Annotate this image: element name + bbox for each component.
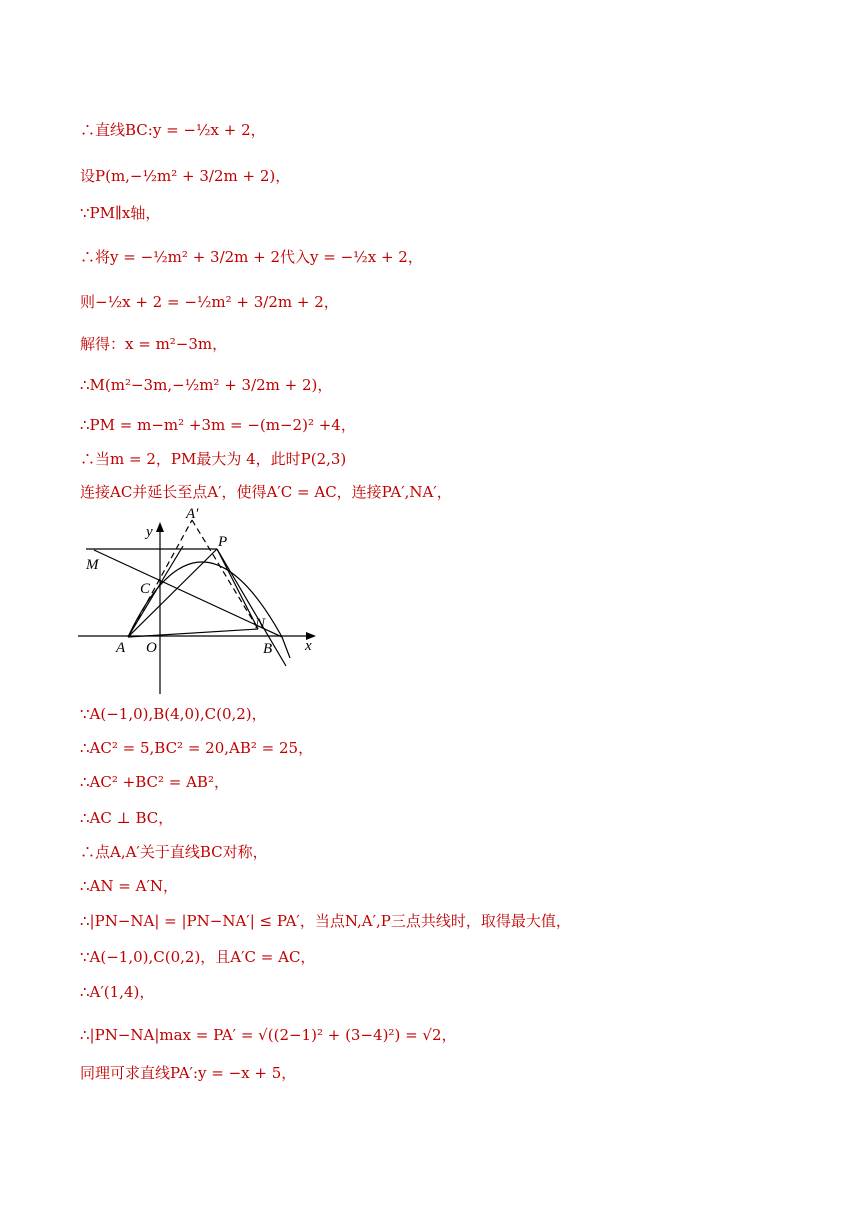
label-O: O [146, 640, 157, 656]
text-line-4: ∴将y = −½m² + 3/2m + 2代入y = −½x + 2， [80, 248, 423, 266]
text-line-16: ∴AN = A′N， [80, 877, 178, 895]
text-line-9: ∴当m = 2，PM最大为 4，此时P(2,3) [80, 450, 347, 468]
text-line-8: ∴PM = m−m² +3m = −(m−2)² +4， [80, 416, 356, 434]
text-line-6: 解得：x = m²−3m， [80, 335, 228, 353]
text-line-21: 同理可求直线PA′:y = −x + 5， [80, 1064, 297, 1082]
text-line-14: ∴AC ⊥ BC， [80, 809, 174, 827]
text-line-1: ∴直线BC:y = −½x + 2， [80, 121, 266, 139]
label-M: M [86, 557, 99, 573]
text-line-20: ∴|PN−NA|max = PA′ = √((2−1)² + (3−4)²) = √2， [80, 1026, 457, 1044]
label-A-prime: A′ [186, 506, 199, 522]
text-line-11: ∵A(−1,0),B(4,0),C(0,2)， [80, 705, 267, 723]
text-line-17: ∴|PN−NA| = |PN−NA′| ≤ PA′，当点N,A′,P三点共线时，取得最大值， [80, 912, 571, 930]
label-N: N [255, 616, 266, 632]
label-y: y [146, 524, 153, 540]
text-line-5: 则−½x + 2 = −½m² + 3/2m + 2， [80, 293, 339, 311]
label-P: P [218, 534, 228, 550]
text-line-12: ∴AC² = 5,BC² = 20,AB² = 25， [80, 739, 314, 757]
text-line-19: ∴A′(1,4)， [80, 983, 155, 1001]
label-A: A [116, 640, 126, 656]
text-line-7: ∴M(m²−3m,−½m² + 3/2m + 2)， [80, 376, 333, 394]
text-line-18: ∵A(−1,0),C(0,2)，且A′C = AC， [80, 948, 316, 966]
line-PA-prime [217, 549, 286, 666]
label-C: C [140, 581, 151, 597]
geometry-figure [76, 506, 322, 698]
label-B: B [263, 641, 273, 657]
text-line-2: 设P(m,−½m² + 3/2m + 2)， [80, 167, 291, 185]
y-axis-arrow [156, 522, 164, 532]
text-line-10: 连接AC并延长至点A′，使得A′C = AC，连接PA′,NA′， [80, 483, 452, 501]
label-x: x [305, 638, 312, 654]
text-line-15: ∴点A,A′关于直线BC对称， [80, 843, 268, 861]
text-line-13: ∴AC² +BC² = AB²， [80, 773, 229, 791]
text-line-3: ∵PM∥x轴， [80, 204, 161, 222]
